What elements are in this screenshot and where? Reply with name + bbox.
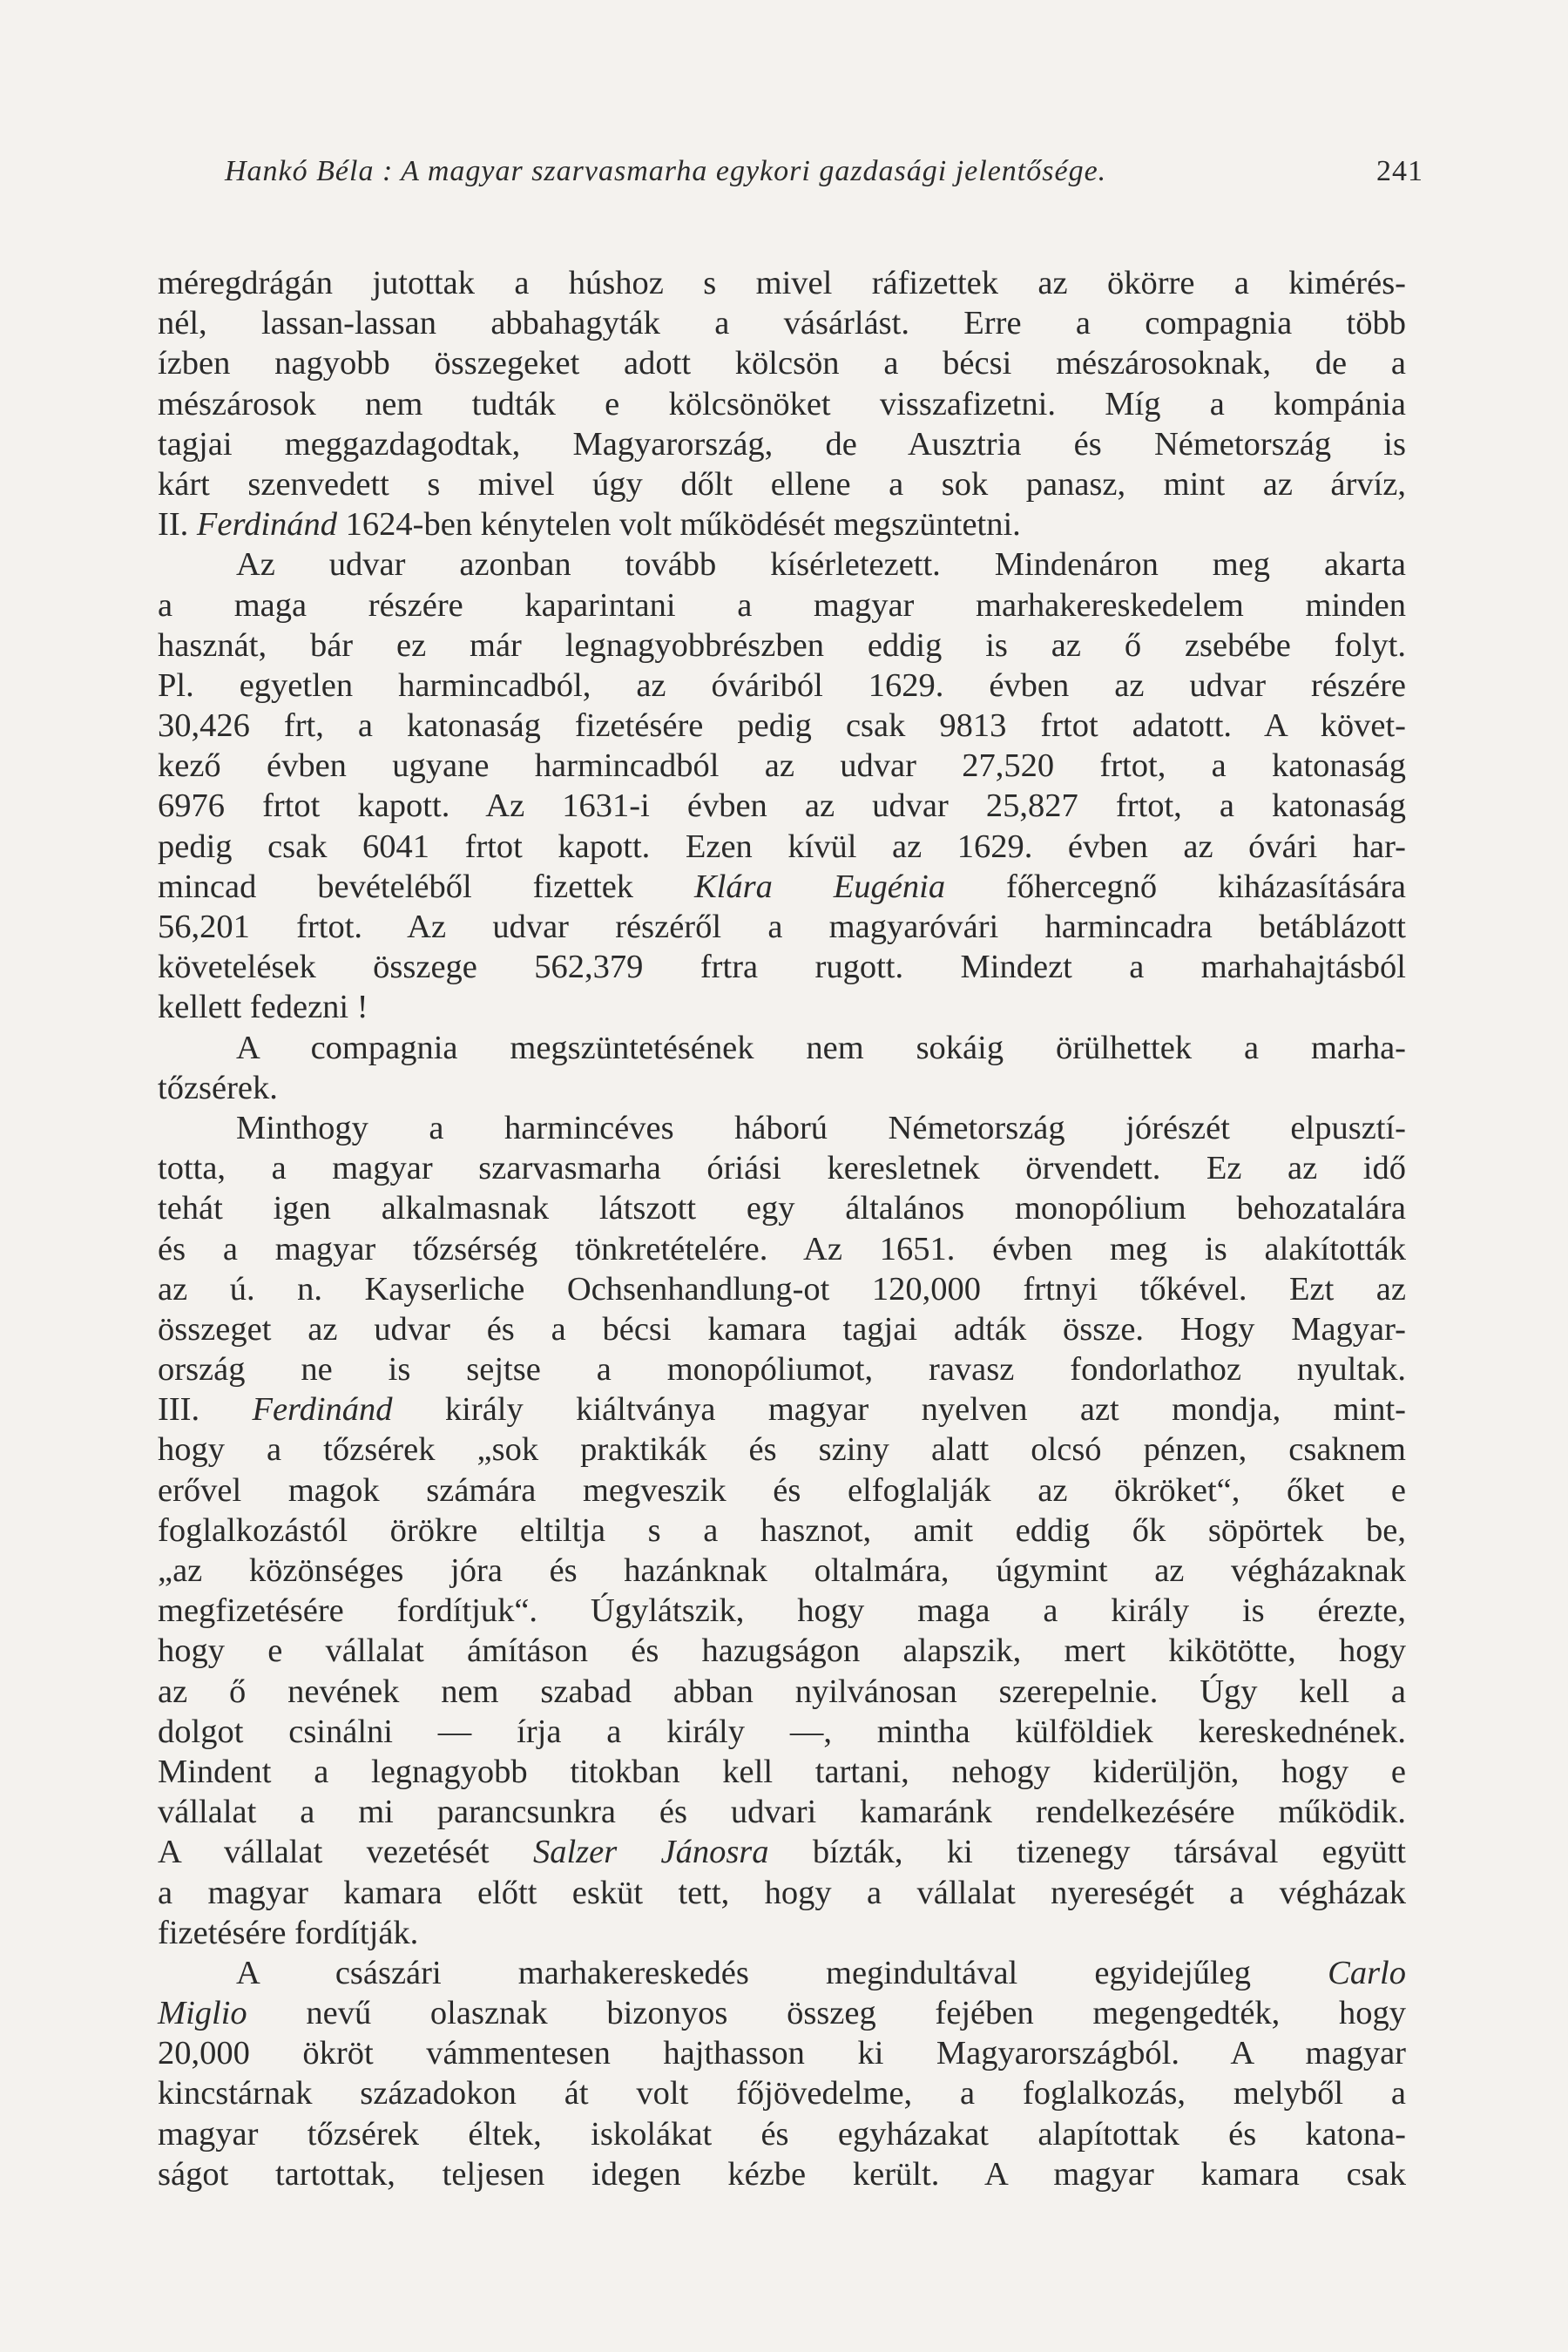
text-run: A császári marhakereskedés megindultával egyidejűleg <box>236 1954 1328 1991</box>
page-number: 241 <box>1376 155 1423 187</box>
text-line: Pl. egyetlen harmincadból, az óváriból 1629. évben az udvar részére <box>158 666 1406 704</box>
italic-name: Miglio <box>158 1995 247 2032</box>
running-title: Hankó Béla : A magyar szarvasmarha egykori gazdasági jelentősége. <box>225 155 1107 187</box>
text-line: hasznát, bár ez már legnagyobbrészben eddig is az ő zsebébe folyt. <box>158 626 1406 664</box>
text-line: követelések összege 562,379 frtra rugott. Mindezt a marhahajtásból <box>158 949 1406 986</box>
text-line: tehát igen alkalmasnak látszott egy általános monopólium behozatalára <box>158 1190 1406 1227</box>
text-line: fizetésére fordítják. <box>158 1914 419 1951</box>
paragraph <box>158 544 1406 1027</box>
text-run: király kiáltványa magyar nyelven azt mondja, mint- <box>392 1391 1406 1429</box>
text-line <box>158 1993 1406 2033</box>
text-line: Mindent a legnagyobb titokban kell tartani, nehogy kiderüljön, hogy e <box>158 1753 1406 1790</box>
body-text <box>158 263 1406 2194</box>
text-line: hogy e vállalat ámításon és hazugságon alapszik, mert kikötötte, hogy <box>158 1632 1406 1670</box>
text-line: pedig csak 6041 frtot kapott. Ezen kívül az 1629. évben az óvári har- <box>158 828 1406 865</box>
text-line: tagjai meggazdagodtak, Magyarország, de Ausztria és Németország is <box>158 425 1406 463</box>
text-line: 20,000 ökröt vámmentesen hajthasson ki Magyarországból. A magyar <box>158 2035 1406 2072</box>
text-line: hogy a tőzsérek „sok praktikák és sziny alatt olcsó pénzen, csaknem <box>158 1431 1406 1469</box>
text-run: főhercegnő kiházasítására <box>945 868 1406 905</box>
text-line: kincstárnak századokon át volt főjövedelme, a foglalkozás, melyből a <box>158 2075 1406 2112</box>
text-line <box>158 1389 1406 1429</box>
text-line: a maga részére kaparintani a magyar marhakereskedelem minden <box>158 586 1406 624</box>
text-line: az ú. n. Kayserliche Ochsenhandlung-ot 120,000 frtnyi tőkével. Ezt az <box>158 1270 1406 1308</box>
text-line: az ő nevének nem szabad abban nyilvánosan szerepelnie. Úgy kell a <box>158 1673 1406 1710</box>
paragraph <box>158 263 1406 544</box>
text-line: „az közönséges jóra és hazánknak oltalmára, úgymint az végházaknak <box>158 1552 1406 1589</box>
running-head <box>225 150 1423 193</box>
italic-name: Ferdinánd <box>196 506 338 544</box>
text-line: 30,426 frt, a katonaság fizetésére pedig csak 9813 frtot adatott. A követ- <box>158 707 1406 745</box>
text-run: A vállalat vezetését <box>158 1834 533 1871</box>
text-line <box>158 1832 1406 1872</box>
text-run: mincad bevételéből fizettek <box>158 868 694 905</box>
italic-name: Klára Eugénia <box>693 868 946 905</box>
text-line: 6976 frtot kapott. Az 1631-i évben az udvar 25,827 frtot, a katonaság <box>158 787 1406 825</box>
text-line: ország ne is sejtse a monopóliumot, ravasz fondorlathoz nyultak. <box>158 1351 1406 1389</box>
paragraph <box>158 1953 1406 2194</box>
text-line: a magyar kamara előtt esküt tett, hogy a vállalat nyereségét a végházak <box>158 1874 1406 1911</box>
text-line: 56,201 frtot. Az udvar részéről a magyaróvári harmincadra betáblázott <box>158 909 1406 945</box>
text-line: foglalkozástól örökre eltiltja s a hasznot, amit eddig ők söpörtek be, <box>158 1511 1406 1549</box>
text-line: totta, a magyar szarvasmarha óriási keresletnek örvendett. Ez az idő <box>158 1150 1406 1187</box>
text-line: vállalat a mi parancsunkra és udvari kamaránk rendelkezésére működik. <box>158 1794 1406 1831</box>
italic-name: Ferdinánd <box>252 1391 393 1429</box>
text-line: és a magyar tőzsérség tönkretételére. Az 1651. évben meg is alakították <box>158 1230 1406 1267</box>
italic-name: Salzer Jánosra <box>532 1834 769 1871</box>
text-line: Minthogy a harmincéves háború Németország jórészét elpusztí- <box>236 1109 1406 1146</box>
text-line: ízben nagyobb összegeket adott kölcsön a bécsi mészárosoknak, de a <box>158 345 1406 382</box>
paragraph <box>158 1028 1406 1108</box>
text-run: bízták, ki tizenegy társával együtt <box>768 1834 1407 1871</box>
text-line: magyar tőzsérek éltek, iskolákat és egyházakat alapítottak és katona- <box>158 2115 1406 2153</box>
text-line <box>158 867 1406 907</box>
text-run: nevű olasznak bizonyos összeg fejében megengedték, hogy <box>247 1995 1406 2032</box>
text-line: összeget az udvar és a bécsi kamara tagjai adták össze. Hogy Magyar- <box>158 1310 1406 1348</box>
text-line: méregdrágán jutottak a húshoz s mivel ráfizettek az ökörre a kimérés- <box>158 265 1406 301</box>
text-line: tőzsérek. <box>158 1069 278 1106</box>
text-line: ságot tartottak, teljesen idegen kézbe került. A magyar kamara csak <box>158 2155 1406 2193</box>
text-line: dolgot csinálni — írja a király —, mintha külföldiek kereskednének. <box>158 1713 1406 1750</box>
text-line: erővel magok számára megveszik és elfoglalják az ökröket“, őket e <box>158 1471 1406 1509</box>
text-line: mészárosok nem tudták e kölcsönöket visszafizetni. Míg a kompánia <box>158 385 1406 422</box>
text-line <box>158 504 1406 544</box>
text-line <box>158 1953 1406 1993</box>
text-run: II. <box>158 506 197 544</box>
text-line: megfizetésére fordítjuk“. Úgylátszik, hogy maga a király is érezte, <box>158 1592 1406 1630</box>
text-line: Az udvar azonban tovább kísérletezett. Mindenáron meg akarta <box>236 546 1406 584</box>
paragraph <box>158 1108 1406 1953</box>
text-line: kárt szenvedett s mivel úgy dőlt ellene a sok panasz, mint az árvíz, <box>158 465 1406 503</box>
text-line: kező évben ugyane harmincadból az udvar 27,520 frtot, a katonaság <box>158 747 1406 785</box>
text-line: nél, lassan-lassan abbahagyták a vásárlást. Erre a compagnia több <box>158 305 1406 342</box>
text-line: kellett fedezni ! <box>158 989 368 1026</box>
text-line: A compagnia megszüntetésének nem sokáig örülhettek a marha- <box>236 1029 1406 1066</box>
italic-name: Carlo <box>1328 1954 1406 1991</box>
text-run: 1624-ben kénytelen volt működését megszüntetni. <box>337 506 1021 544</box>
text-run: III. <box>158 1391 253 1429</box>
